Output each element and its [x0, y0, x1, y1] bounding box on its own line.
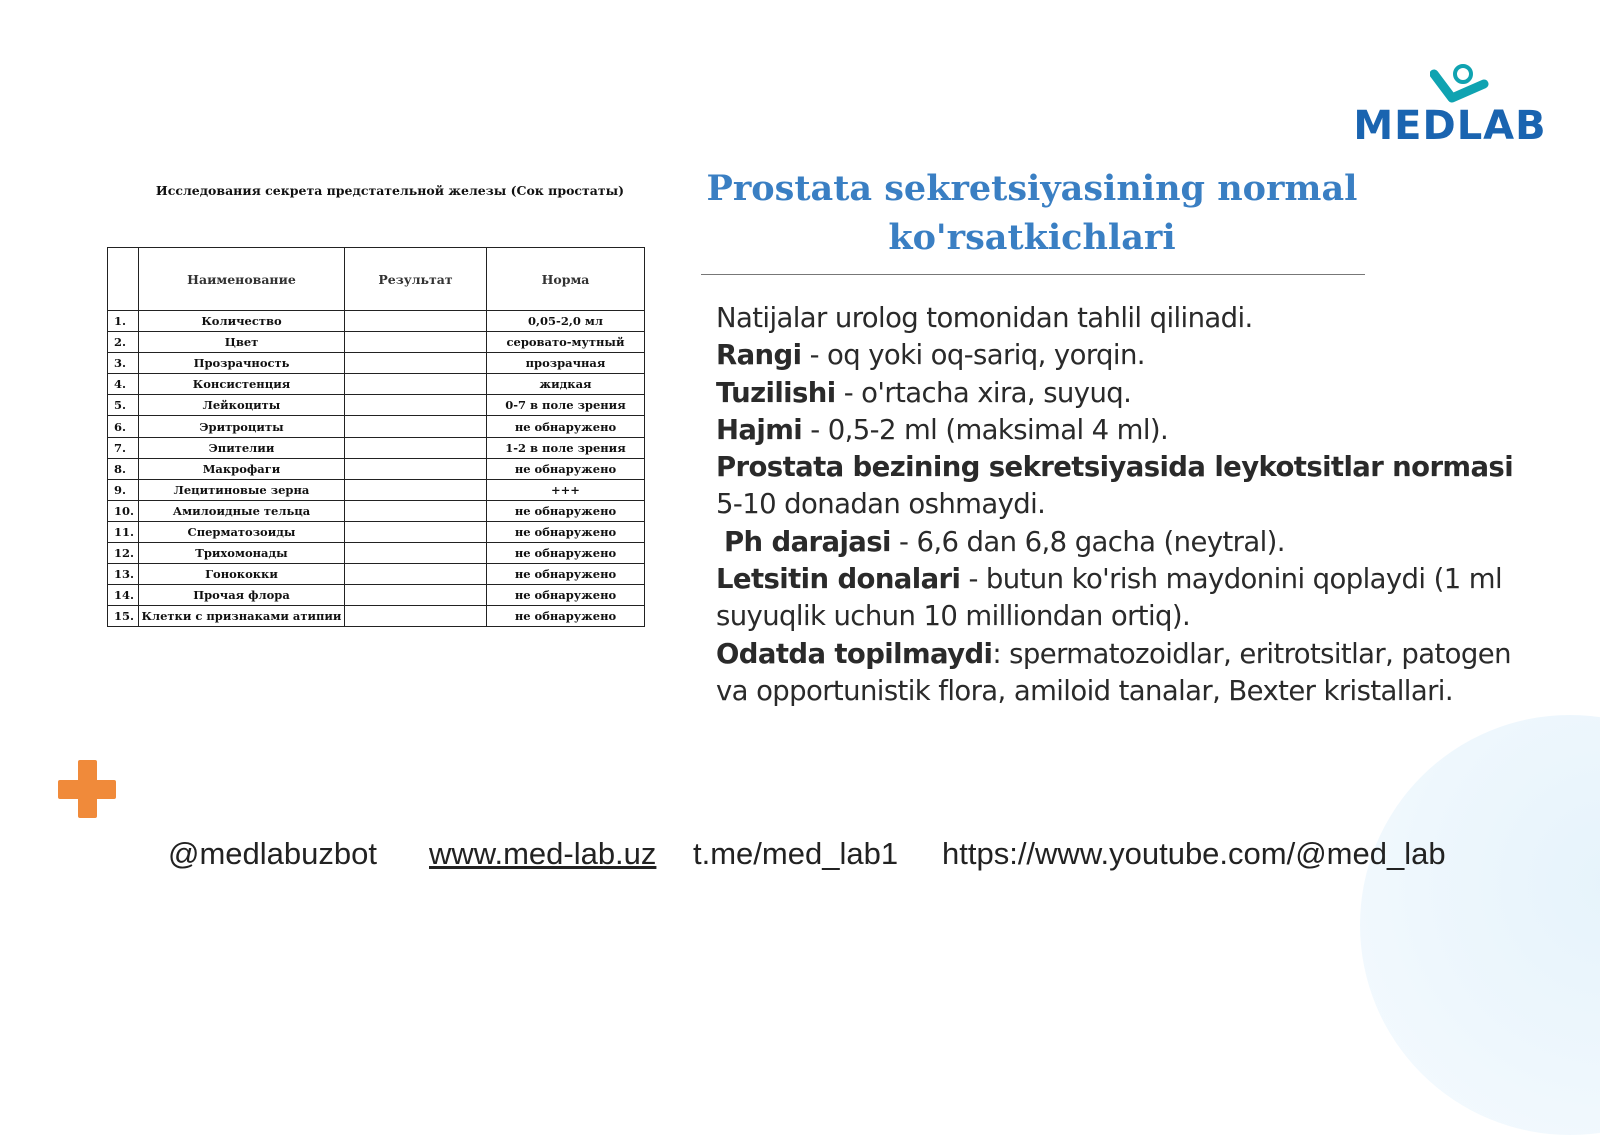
row-number: 9. [108, 479, 139, 500]
table-row [108, 416, 645, 437]
norm-item: Tuzilishi - o'rtacha xira, suyuq. [716, 376, 1132, 409]
table-row [108, 353, 645, 374]
row-result [345, 311, 487, 332]
row-result [345, 353, 487, 374]
row-name: Гонококки [139, 564, 345, 585]
row-norm: не обнаружено [487, 500, 645, 521]
norm-item: Rangi - oq yoki oq-sariq, yorqin. [716, 339, 1145, 372]
row-number: 1. [108, 311, 139, 332]
table-row [108, 479, 645, 500]
row-result [345, 479, 487, 500]
column-header [108, 248, 139, 311]
row-result [345, 521, 487, 542]
plus-cross-icon [58, 760, 116, 818]
table-header-row [108, 248, 645, 311]
row-result [345, 332, 487, 353]
table-row [108, 543, 645, 564]
row-number: 12. [108, 543, 139, 564]
row-result [345, 416, 487, 437]
row-norm: жидкая [487, 374, 645, 395]
background-decoration [1360, 715, 1600, 1135]
row-norm: +++ [487, 479, 645, 500]
table-body [108, 311, 645, 627]
row-name: Сперматозоиды [139, 521, 345, 542]
row-norm: не обнаружено [487, 416, 645, 437]
row-number: 2. [108, 332, 139, 353]
title-divider [701, 274, 1365, 275]
row-name: Прозрачность [139, 353, 345, 374]
row-norm: не обнаружено [487, 521, 645, 542]
row-name: Эритроциты [139, 416, 345, 437]
table-row [108, 500, 645, 521]
table-row [108, 437, 645, 458]
row-name: Консистенция [139, 374, 345, 395]
page-title-line1: Prostata sekretsiyasining normal [706, 168, 1358, 209]
page-title [702, 164, 1362, 262]
row-result [345, 564, 487, 585]
table-row [108, 585, 645, 606]
website-link[interactable]: www.med-lab.uz [429, 836, 657, 871]
table-row [108, 395, 645, 416]
intro-text: Natijalar urolog tomonidan tahlil qilinadi. [716, 302, 1253, 334]
row-number: 6. [108, 416, 139, 437]
row-result [345, 585, 487, 606]
row-number: 15. [108, 606, 139, 627]
norm-item: Letsitin donalari - butun ko'rish maydonini qoplaydi (1 ml suyuqlik uchun 10 milliondan ortiq). [716, 563, 1502, 633]
row-number: 7. [108, 437, 139, 458]
row-result [345, 500, 487, 521]
row-name: Прочая флора [139, 585, 345, 606]
row-name: Эпителии [139, 437, 345, 458]
row-number: 13. [108, 564, 139, 585]
prostate-secretion-table [107, 247, 645, 627]
row-norm: не обнаружено [487, 606, 645, 627]
logo-text: MEDLAB [1353, 103, 1547, 149]
row-norm: не обнаружено [487, 564, 645, 585]
column-header: Норма [487, 248, 645, 311]
row-name: Лецитиновые зерна [139, 479, 345, 500]
table-row [108, 458, 645, 479]
row-result [345, 458, 487, 479]
row-number: 10. [108, 500, 139, 521]
column-header: Наименование [139, 248, 345, 311]
row-result [345, 543, 487, 564]
row-name: Трихомонады [139, 543, 345, 564]
row-name: Макрофаги [139, 458, 345, 479]
norm-item: Hajmi - 0,5-2 ml (maksimal 4 ml). [716, 413, 1169, 446]
row-number: 14. [108, 585, 139, 606]
row-norm: сероватo-мутный [487, 332, 645, 353]
row-result [345, 374, 487, 395]
column-header: Результат [345, 248, 487, 311]
row-number: 4. [108, 374, 139, 395]
norm-item: Odatda topilmaydi: spermatozoidlar, eritrotsitlar, patogen va opportunistik flora, amiloid tanalar, Bexter kristallari. [716, 637, 1511, 707]
row-number: 11. [108, 521, 139, 542]
row-norm: 0,05-2,0 мл [487, 311, 645, 332]
row-name: Амилоидные тельца [139, 500, 345, 521]
medlab-logo [1335, 62, 1565, 152]
row-norm: 0-7 в поле зрения [487, 395, 645, 416]
row-number: 5. [108, 395, 139, 416]
row-name: Количество [139, 311, 345, 332]
document-title: Исследования секрета предстательной железы (Сок простаты) [155, 183, 625, 198]
row-name: Клетки с признаками атипии [139, 606, 345, 627]
row-number: 3. [108, 353, 139, 374]
row-number: 8. [108, 458, 139, 479]
page-title-line2: ko'rsatkichlari [888, 217, 1176, 258]
row-norm: не обнаружено [487, 458, 645, 479]
norm-item: Prostata bezining sekretsiyasida leykotsitlar normasi 5-10 donadan oshmaydi. [716, 451, 1514, 521]
row-norm: 1-2 в поле зрения [487, 437, 645, 458]
row-name: Лейкоциты [139, 395, 345, 416]
row-norm: не обнаружено [487, 585, 645, 606]
row-norm: не обнаружено [487, 543, 645, 564]
bot-handle[interactable]: @medlabuzbot [168, 836, 377, 871]
table-row [108, 521, 645, 542]
norms-description [716, 300, 1516, 710]
row-norm: прозрачная [487, 353, 645, 374]
table-row [108, 311, 645, 332]
table-row [108, 606, 645, 627]
row-result [345, 395, 487, 416]
telegram-link[interactable]: t.me/med_lab1 [693, 836, 899, 871]
table-row [108, 332, 645, 353]
row-result [345, 437, 487, 458]
youtube-link[interactable]: https://www.youtube.com/@med_lab [942, 836, 1446, 871]
row-name: Цвет [139, 332, 345, 353]
norm-item: Ph darajasi - 6,6 dan 6,8 gacha (neytral). [724, 525, 1285, 558]
table-row [108, 374, 645, 395]
row-result [345, 606, 487, 627]
table-row [108, 564, 645, 585]
